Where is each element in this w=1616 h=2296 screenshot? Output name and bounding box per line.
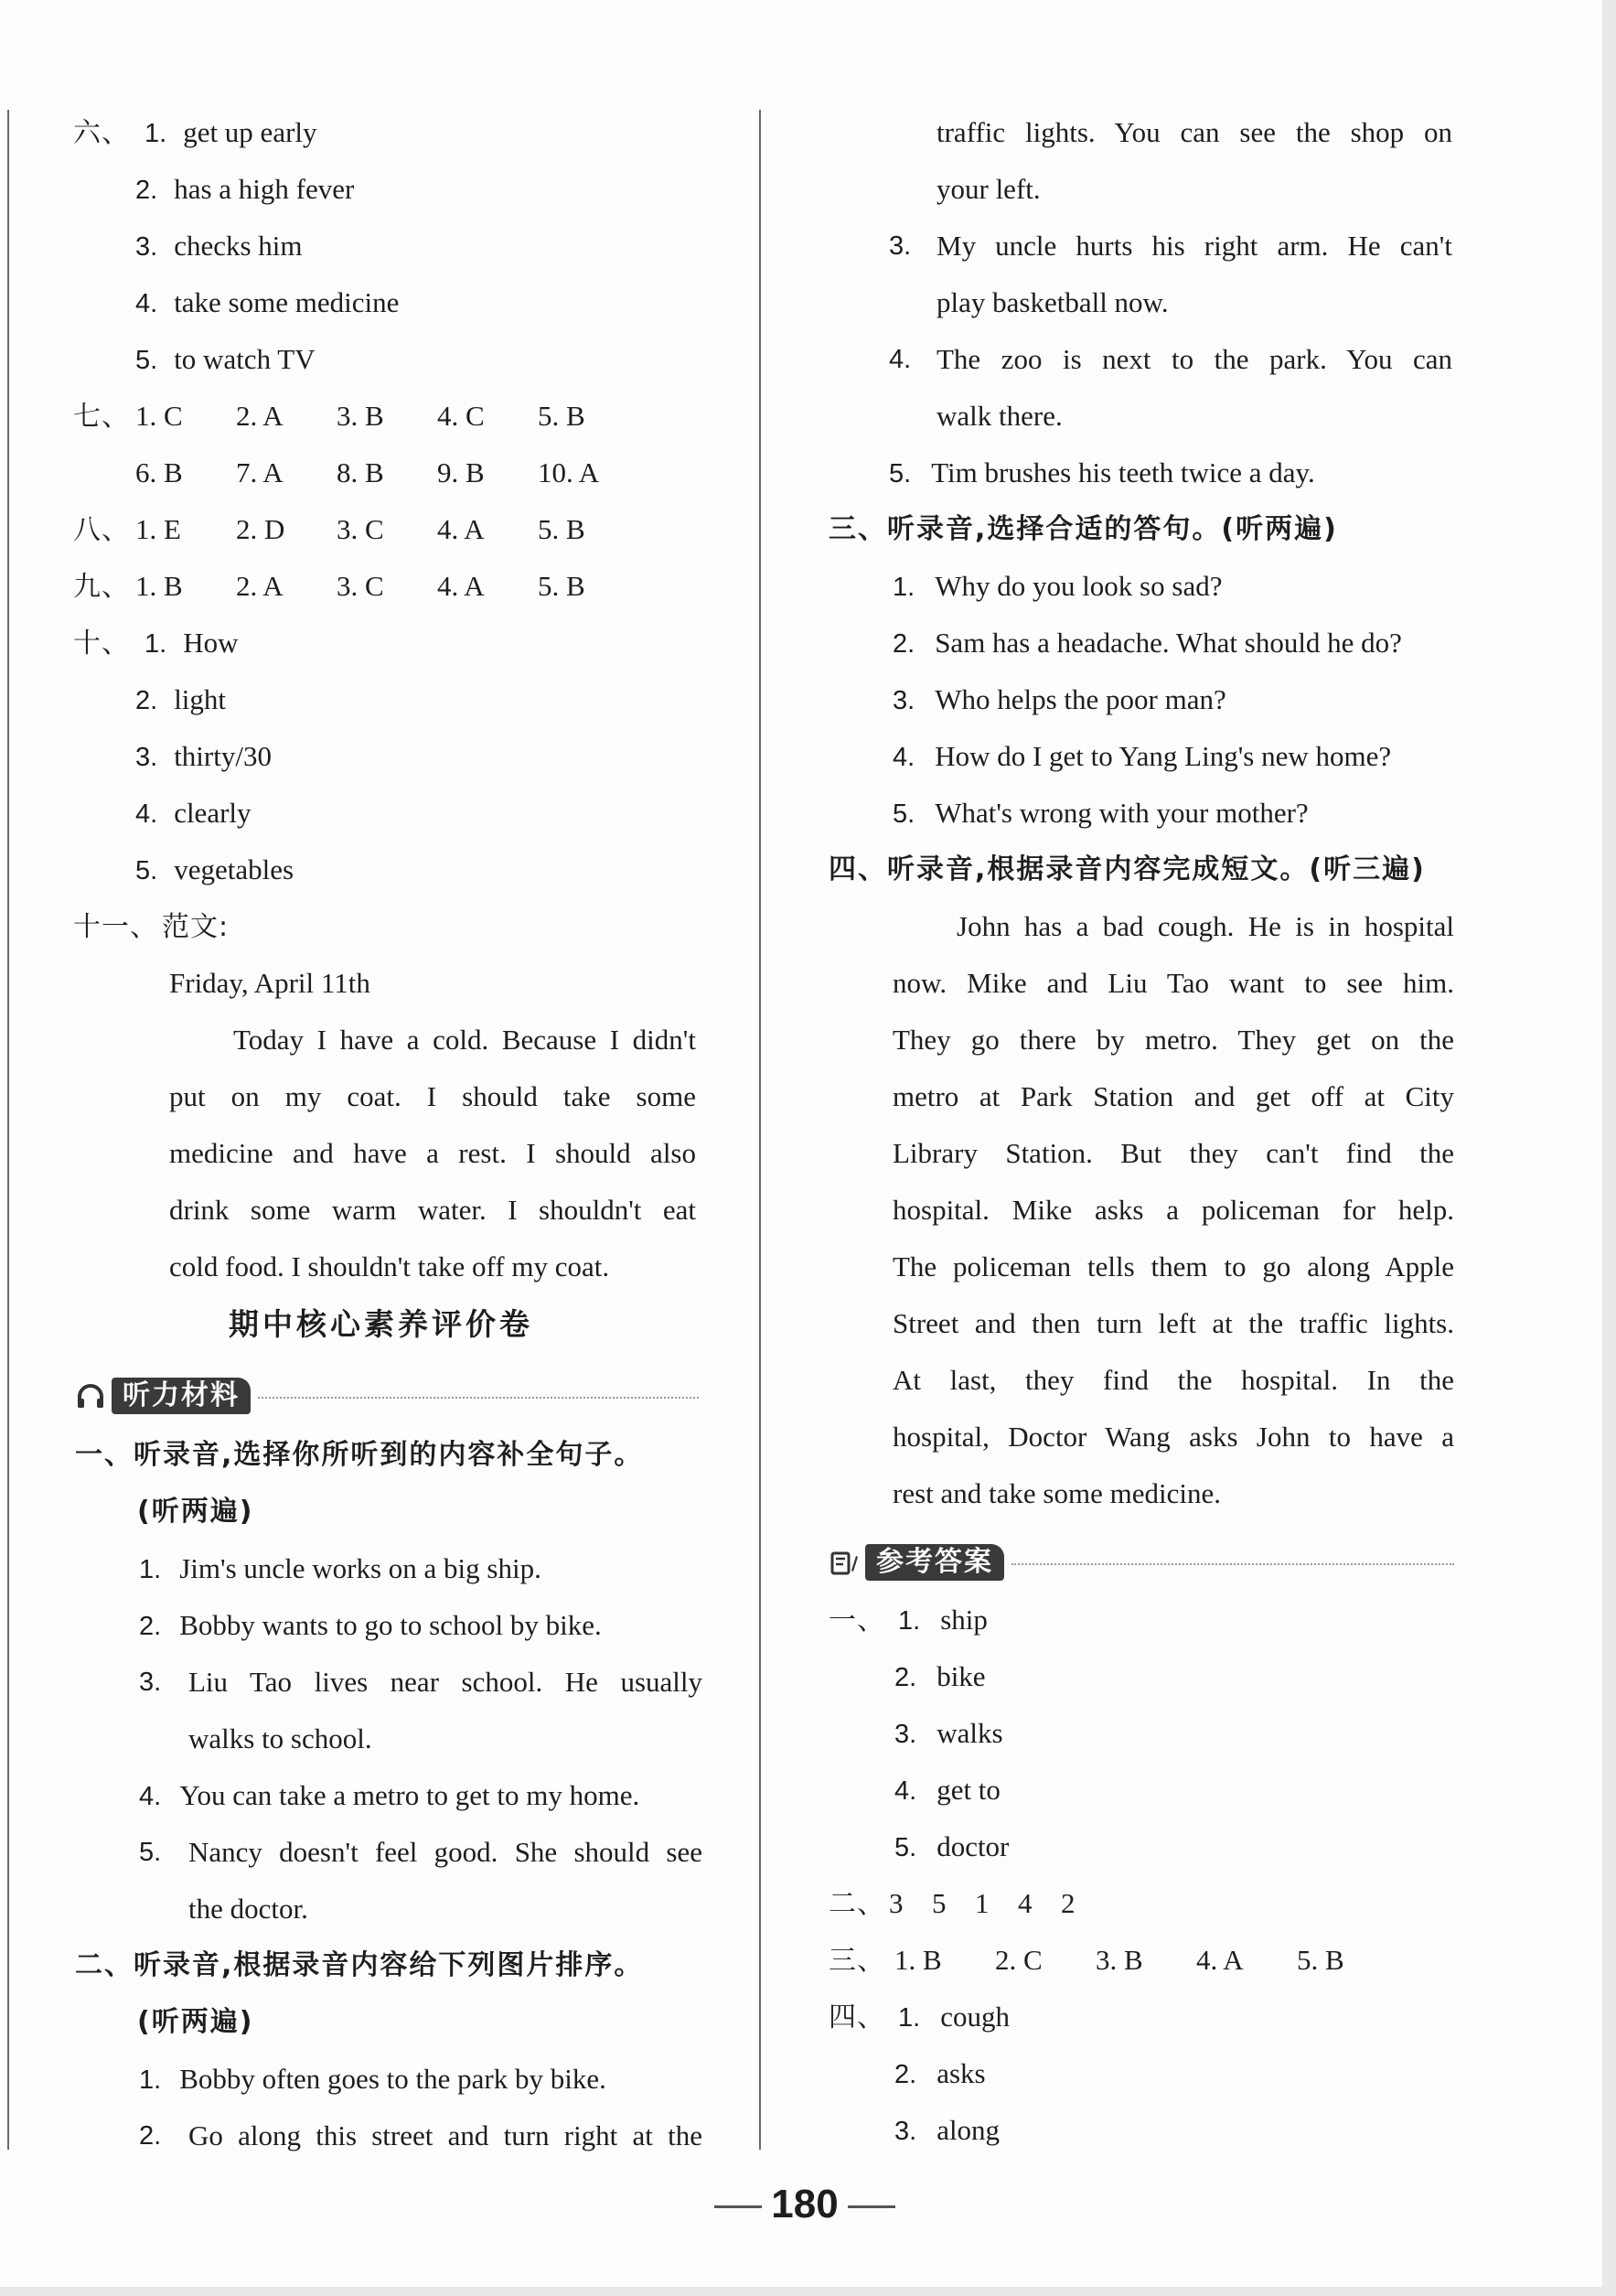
sentence-text: Tim brushes his teeth twice a day. <box>931 456 1315 488</box>
q3-item-1 <box>893 568 1222 606</box>
essay-line-5: cold food. I shouldn't take off my coat. <box>169 1250 610 1282</box>
item-number: 1. <box>139 2065 162 2095</box>
section-7-row-1 <box>73 398 585 435</box>
passage-line-9: At last, they find the hospital. In the <box>893 1364 1454 1396</box>
mc-answer: 10. A <box>538 456 600 488</box>
answer-text: along <box>936 2114 1001 2146</box>
answer-text: cough <box>940 2001 1010 2033</box>
sentence-text: Nancy doesn't feel good. She should see <box>188 1836 702 1868</box>
answer-text: checks him <box>174 230 303 262</box>
mc-answer: 4. A <box>1196 1944 1244 1976</box>
mc-answer: 2. A <box>236 570 284 602</box>
section-10-row-4 <box>135 795 251 832</box>
item-number: 1. <box>898 1606 921 1636</box>
item-number: 5. <box>135 346 158 375</box>
answer-3-row <box>829 1942 1344 1979</box>
q3-item-3 <box>893 681 1226 719</box>
dotted-divider <box>1011 1563 1454 1565</box>
section-7-label: 七、 <box>73 401 130 433</box>
sentence-text: Sam has a headache. What should he do? <box>935 627 1402 659</box>
item-number: 3. <box>135 743 158 772</box>
answer-key-tag <box>829 1544 1454 1581</box>
item-number: 3. <box>893 686 915 715</box>
item-number: 2. <box>135 176 158 205</box>
mc-answer: 1. C <box>135 400 183 432</box>
answer-4-row-1 <box>829 1999 1010 2036</box>
mc-answer: 1. E <box>135 513 181 545</box>
mc-answer: 1. B <box>135 570 183 602</box>
section-6-row-2 <box>135 171 354 209</box>
mc-answer: 4. A <box>437 570 485 602</box>
page-number-dash <box>714 2205 762 2208</box>
sentence-text: My uncle hurts his right arm. He can't <box>936 230 1452 262</box>
q3-item-5 <box>893 795 1309 832</box>
item-number: 2. <box>893 629 915 659</box>
mc-answer: 3. C <box>337 513 384 545</box>
passage-line-11: rest and take some medicine. <box>893 1477 1221 1509</box>
answer-1-label: 一、 <box>829 1604 885 1636</box>
sentence-text: What's wrong with your mother? <box>935 797 1309 829</box>
mc-answer: 5. B <box>538 400 585 432</box>
answer-text: How <box>183 627 239 659</box>
section-10-row-2 <box>135 681 226 719</box>
answer-4-label: 四、 <box>829 2001 885 2033</box>
sentence-text: Go along this street and turn right at the <box>188 2119 702 2151</box>
answer-text: vegetables <box>174 853 294 885</box>
item-number: 4. <box>139 1782 162 1811</box>
item-number: 2. <box>135 686 158 715</box>
item-number: 5. <box>893 799 915 829</box>
headphones-icon <box>75 1380 106 1411</box>
dotted-divider <box>258 1397 699 1399</box>
answer-text: take some medicine <box>174 286 400 318</box>
column-divider <box>759 110 761 2150</box>
item-number: 4. <box>135 289 158 318</box>
mc-answer: 3. C <box>337 570 384 602</box>
passage-line-1: John has a bad cough. He is in hospital <box>957 910 1454 942</box>
q2-item-5 <box>889 455 1315 492</box>
sentence-text: Jim's uncle works on a big ship. <box>179 1552 541 1584</box>
essay-line-3: medicine and have a rest. I should also <box>169 1137 696 1169</box>
answer-text: bike <box>936 1660 986 1692</box>
mc-answer: 6. B <box>135 456 183 488</box>
q1-title: 一、听录音,选择你所听到的内容补全句子。 <box>75 1439 644 1471</box>
q1-note: (听两遍) <box>137 1496 254 1528</box>
section-11-label: 十一、 <box>73 911 158 943</box>
listening-material-tag <box>75 1378 699 1414</box>
passage-line-10: hospital, Doctor Wang asks John to have a <box>893 1421 1454 1453</box>
mc-answer: 4. C <box>437 400 485 432</box>
answer-2-label: 二、 <box>829 1888 885 1920</box>
essay-line-4: drink some warm water. I shouldn't eat <box>169 1194 696 1226</box>
item-number: 3. <box>894 2117 917 2146</box>
page-number-dash <box>848 2205 895 2208</box>
passage-line-8: Street and then turn left at the traffic lights. <box>893 1307 1454 1339</box>
mc-answer: 5. B <box>1297 1944 1344 1976</box>
sentence-text: Who helps the poor man? <box>935 683 1226 715</box>
essay-date: Friday, April 11th <box>169 967 370 999</box>
mc-answer: 1. B <box>894 1944 942 1976</box>
answer-4-row-3 <box>894 2112 1000 2150</box>
item-number: 2. <box>894 1663 917 1692</box>
section-7-row-2 <box>135 455 599 491</box>
item-number: 4. <box>889 345 912 374</box>
mc-answer: 8. B <box>337 456 384 488</box>
q2-title: 二、听录音,根据录音内容给下列图片排序。 <box>75 1949 644 1981</box>
section-6-row-5 <box>135 341 316 379</box>
answer-1-row-2 <box>894 1658 986 1696</box>
answer-1-row-3 <box>894 1715 1003 1753</box>
section-9-label: 九、 <box>73 571 130 603</box>
answer-text: has a high fever <box>174 173 355 205</box>
q2-item-4-cont: walk there. <box>936 400 1063 432</box>
mc-answer: 3. B <box>1096 1944 1143 1976</box>
mc-answer: 7. A <box>236 456 284 488</box>
answer-text: light <box>174 683 227 715</box>
item-number: 2. <box>139 2121 162 2151</box>
q1-item-2 <box>139 1607 602 1645</box>
answer-1-row-4 <box>894 1772 1001 1809</box>
essay-line-1: Today I have a cold. Because I didn't <box>233 1024 696 1056</box>
mc-answer: 5. B <box>538 570 585 602</box>
essay-line-2: put on my coat. I should take some <box>169 1080 696 1112</box>
answer-text: ship <box>940 1604 988 1636</box>
mc-answer: 3. B <box>337 400 384 432</box>
section-10-row-3 <box>135 738 272 776</box>
section-10-row-5 <box>135 852 294 889</box>
q2-item-2-cont: traffic lights. You can see the shop on <box>936 116 1452 148</box>
answer-text: doctor <box>936 1830 1010 1862</box>
passage-line-4: metro at Park Station and get off at City <box>893 1080 1454 1112</box>
q2-item-1 <box>139 2061 606 2098</box>
item-number: 4. <box>135 799 158 829</box>
sentence-text: Why do you look so sad? <box>935 570 1223 602</box>
passage-line-5: Library Station. But they can't find the <box>893 1137 1454 1169</box>
item-number: 1. <box>898 2003 921 2033</box>
item-number: 5. <box>894 1833 917 1862</box>
passage-line-2: now. Mike and Liu Tao want to see him. <box>893 967 1454 999</box>
answer-text: get up early <box>183 116 317 148</box>
item-number: 2. <box>894 2060 917 2089</box>
item-number: 1. <box>139 1555 162 1584</box>
mc-answer: 9. B <box>437 456 485 488</box>
section-9-row <box>73 568 585 606</box>
page-number <box>695 2177 915 2232</box>
q3-item-4 <box>893 738 1391 776</box>
answer-4-row-2 <box>894 2055 986 2093</box>
section-6-row-4 <box>135 284 399 322</box>
answer-3-label: 三、 <box>829 1945 885 1977</box>
q2-note: (听两遍) <box>137 2006 254 2038</box>
sentence-text: How do I get to Yang Ling's new home? <box>935 740 1392 772</box>
mc-answer: 2. D <box>236 513 285 545</box>
item-number: 1. <box>144 629 167 659</box>
order-answer: 3 5 1 4 2 <box>889 1887 1076 1919</box>
q1-item-5-cont: the doctor. <box>188 1893 308 1925</box>
q1-item-3-cont: walks to school. <box>188 1722 372 1754</box>
listening-material-label: 听力材料 <box>112 1378 251 1414</box>
item-number: 2. <box>139 1612 162 1641</box>
section-8-row <box>73 511 585 549</box>
q2-item-3-cont: play basketball now. <box>936 286 1169 318</box>
q4-title: 四、听录音,根据录音内容完成短文。(听三遍) <box>829 853 1426 885</box>
mc-answer: 2. A <box>236 400 284 432</box>
answer-1-row-1 <box>829 1602 988 1639</box>
section-10-label: 十、 <box>73 628 130 660</box>
answer-text: get to <box>936 1774 1001 1806</box>
q3-title: 三、听录音,选择合适的答句。(听两遍) <box>829 513 1338 545</box>
sentence-text: You can take a metro to get to my home. <box>179 1779 640 1811</box>
answer-key-label: 参考答案 <box>865 1544 1004 1581</box>
item-number: 3. <box>889 231 912 261</box>
item-number: 3. <box>894 1720 917 1749</box>
item-number: 5. <box>139 1838 162 1867</box>
item-number: 5. <box>889 459 912 488</box>
answer-2-row <box>829 1885 1076 1923</box>
model-essay-label: 范文: <box>162 911 230 943</box>
section-6-row-1 <box>73 114 317 152</box>
item-number: 3. <box>135 232 158 262</box>
sentence-text: Liu Tao lives near school. He usually <box>188 1666 702 1698</box>
q1-item-4 <box>139 1777 639 1815</box>
answer-text: walks <box>936 1717 1003 1749</box>
q1-item-1 <box>139 1550 541 1588</box>
section-6-row-3 <box>135 228 303 265</box>
answer-1-row-5 <box>894 1829 1009 1866</box>
section-11-header <box>73 908 229 946</box>
sentence-text: Bobby wants to go to school by bike. <box>179 1609 602 1641</box>
mc-answer: 2. C <box>995 1944 1043 1976</box>
page-number-text: 180 <box>771 2182 839 2226</box>
q3-item-2 <box>893 625 1402 662</box>
answer-text: to watch TV <box>174 343 316 375</box>
section-6-label: 六、 <box>73 117 130 149</box>
sentence-text: Bobby often goes to the park by bike. <box>179 2063 606 2095</box>
exam-title: 期中核心素养评价卷 <box>229 1306 533 1342</box>
passage-line-7: The policeman tells them to go along Apple <box>893 1250 1454 1282</box>
answer-text: clearly <box>174 797 251 829</box>
section-10-row-1 <box>73 625 238 662</box>
sentence-text: The zoo is next to the park. You can <box>936 343 1452 375</box>
book-pen-icon <box>829 1547 860 1578</box>
item-number: 1. <box>893 573 915 602</box>
item-number: 5. <box>135 856 158 885</box>
mc-answer: 4. A <box>437 513 485 545</box>
answer-text: thirty/30 <box>174 740 272 772</box>
section-8-label: 八、 <box>73 514 130 546</box>
item-number: 1. <box>144 119 167 148</box>
passage-line-6: hospital. Mike asks a policeman for help. <box>893 1194 1454 1226</box>
left-margin-rule <box>7 110 9 2150</box>
passage-line-3: They go there by metro. They get on the <box>893 1024 1454 1056</box>
mc-answer: 5. B <box>538 513 585 545</box>
item-number: 3. <box>139 1668 162 1697</box>
item-number: 4. <box>893 743 915 772</box>
item-number: 4. <box>894 1776 917 1806</box>
answer-text: asks <box>936 2057 986 2089</box>
q2-item-2-cont-2: your left. <box>936 173 1041 205</box>
